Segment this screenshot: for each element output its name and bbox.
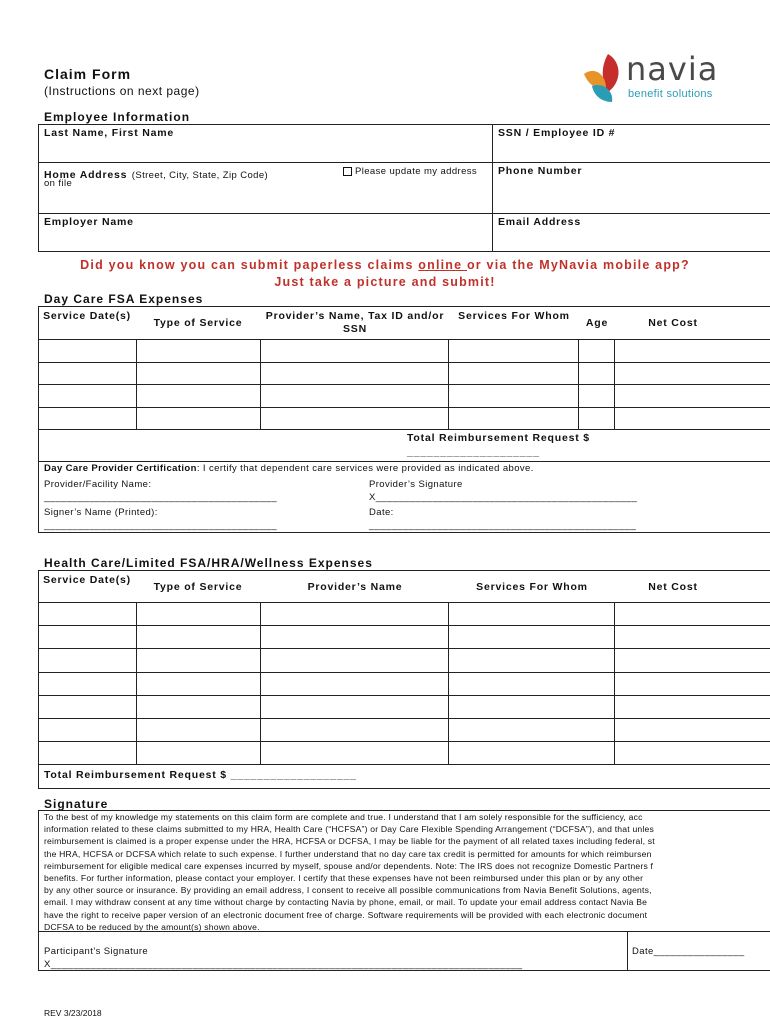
daycare-entry-cell[interactable] [38, 362, 137, 386]
health-entry-cell[interactable] [38, 648, 137, 672]
col-type-of-service: Type of Service [153, 317, 243, 329]
last-first-name-field[interactable]: Last Name, First Name [44, 127, 175, 139]
health-entry-cell[interactable] [136, 625, 261, 649]
health-entry-cell[interactable] [136, 672, 261, 696]
col-age: Age [585, 317, 609, 329]
health-entry-cell[interactable] [136, 695, 261, 719]
provider-signature-field[interactable]: X______________________________________________ [369, 492, 638, 503]
signature-terms-line: reimbursement is claimed is a proper expense under the HRA, HCFSA or DCFSA, I may be liable for the payment of all related taxes including federal, st [44, 836, 655, 847]
health-entry-cell[interactable] [614, 602, 770, 626]
daycare-entry-cell[interactable] [38, 339, 137, 363]
daycare-entry-cell[interactable] [614, 407, 770, 431]
provider-date-field[interactable]: _______________________________________________ [369, 520, 637, 531]
update-address-checkbox[interactable] [343, 167, 352, 176]
navia-logo [582, 52, 732, 106]
signature-terms-line: the HRA, HCFSA or DCFSA which relate to such expense. I further understand that no day care tax credit is permitted for amounts for which reimbursen [44, 848, 652, 859]
health-entry-cell[interactable] [38, 718, 137, 742]
promo-text-a: Did you know you can submit paperless claims [80, 258, 419, 272]
daycare-entry-cell[interactable] [136, 362, 261, 386]
col-net-cost: Net Cost [648, 317, 698, 329]
navia-logo-mark-icon [582, 52, 626, 102]
promo-line-1 [0, 258, 770, 272]
health-entry-cell[interactable] [136, 648, 261, 672]
daycare-entry-cell[interactable] [260, 384, 449, 408]
health-entry-cell[interactable] [136, 741, 261, 765]
daycare-section-title: Day Care FSA Expenses [44, 292, 204, 306]
health-entry-cell[interactable] [260, 625, 449, 649]
health-entry-cell[interactable] [448, 648, 615, 672]
daycare-entry-cell[interactable] [578, 384, 615, 408]
daycare-total-field[interactable]: ____________________ [407, 446, 540, 458]
daycare-entry-cell[interactable] [260, 339, 449, 363]
health-entry-cell[interactable] [614, 648, 770, 672]
signature-terms-line: benefits. For further information, please contact your employer. I certify that these expenses have not been reimbursed under this plan or by any other [44, 873, 644, 884]
health-col-type-of-service: Type of Service [153, 581, 243, 593]
update-address-option[interactable] [343, 166, 477, 177]
home-address-label: Home Address [44, 169, 128, 181]
health-entry-cell[interactable] [260, 718, 449, 742]
daycare-entry-cell[interactable] [448, 339, 579, 363]
daycare-entry-cell[interactable] [614, 339, 770, 363]
health-entry-cell[interactable] [260, 741, 449, 765]
daycare-entry-cell[interactable] [578, 407, 615, 431]
signer-name-field[interactable]: _________________________________________ [44, 520, 278, 531]
daycare-entry-cell[interactable] [260, 362, 449, 386]
daycare-entry-cell[interactable] [136, 339, 261, 363]
health-entry-cell[interactable] [448, 625, 615, 649]
home-address-field[interactable] [44, 165, 268, 183]
health-col-net-cost: Net Cost [648, 581, 698, 593]
health-entry-cell[interactable] [614, 741, 770, 765]
health-col-provider-name: Provider’s Name [307, 581, 403, 593]
daycare-entry-cell[interactable] [136, 384, 261, 408]
health-entry-cell[interactable] [448, 672, 615, 696]
daycare-entry-cell[interactable] [578, 362, 615, 386]
health-entry-cell[interactable] [38, 741, 137, 765]
daycare-entry-cell[interactable] [448, 384, 579, 408]
form-title: Claim Form [44, 66, 132, 82]
phone-field[interactable]: Phone Number [498, 165, 583, 177]
revision-text: REV 3/23/2018 [44, 1008, 102, 1018]
health-entry-cell[interactable] [448, 695, 615, 719]
daycare-entry-cell[interactable] [260, 407, 449, 431]
employee-section-title: Employee Information [44, 110, 191, 124]
home-address-hint: (Street, City, State, Zip Code) [131, 170, 269, 181]
daycare-entry-cell[interactable] [38, 384, 137, 408]
signer-name-label: Signer’s Name (Printed): [44, 507, 158, 518]
cert-heading: Day Care Provider Certification [44, 463, 197, 474]
cert-text: : I certify that dependent care services were provided as indicated above. [196, 463, 534, 474]
signature-terms-line: have the right to receive paper version of an electronic document free of charge. Software requirements will be provided with each electronic document [44, 909, 648, 920]
participant-signature-field[interactable]: X___________________________________________________________________________________ [44, 959, 523, 970]
health-entry-cell[interactable] [614, 695, 770, 719]
health-entry-cell[interactable] [448, 741, 615, 765]
health-col-services-for-whom: Services For Whom [476, 581, 588, 593]
signature-terms-line: DCFSA to be reduced by the amount(s) shown above. [44, 921, 260, 932]
daycare-entry-cell[interactable] [614, 384, 770, 408]
health-entry-cell[interactable] [260, 648, 449, 672]
promo-text-b: or via the MyNavia mobile app? [466, 258, 690, 272]
health-entry-cell[interactable] [260, 672, 449, 696]
employee-info-box [38, 124, 770, 252]
on-file-text: on file [44, 178, 73, 189]
daycare-entry-cell[interactable] [448, 362, 579, 386]
daycare-total-text: Total Reimbursement Request $ [407, 432, 590, 444]
signature-terms-line: by any other source or insurance. By providing an email address, I consent to receive all possible communications from Navia Benefit Solutions, agents, [44, 885, 652, 896]
promo-line-2: Just take a picture and submit! [274, 275, 496, 289]
health-entry-cell[interactable] [38, 672, 137, 696]
signature-terms [44, 811, 770, 933]
logo-word: navia [626, 50, 719, 88]
health-entry-cell[interactable] [38, 625, 137, 649]
health-entry-cell[interactable] [614, 625, 770, 649]
daycare-entry-cell[interactable] [38, 407, 137, 431]
form-subtitle: (Instructions on next page) [44, 84, 200, 98]
provider-signature-label: Provider’s Signature [369, 479, 463, 490]
logo-tagline: benefit solutions [628, 88, 713, 100]
signature-section-title: Signature [44, 797, 109, 811]
daycare-entry-cell[interactable] [136, 407, 261, 431]
signature-terms-line: reimbursement for eligible medical care expenses incurred by myself, spouse and/or dependents. Note: The IRS does not recognize Domestic Partners f [44, 860, 654, 871]
health-entry-cell[interactable] [38, 695, 137, 719]
health-entry-cell[interactable] [136, 718, 261, 742]
health-entry-cell[interactable] [614, 718, 770, 742]
signature-terms-line: information related to these claims submitted to my HRA, Health Care (“HCFSA”) or Day Care Flexible Spending Arrangement (“DCFSA”), and that unles [44, 824, 654, 835]
participant-signature-label: Participant’s Signature [44, 946, 149, 957]
ssn-field[interactable]: SSN / Employee ID # [498, 127, 616, 139]
health-entry-cell[interactable] [260, 602, 449, 626]
employer-field[interactable]: Employer Name [44, 216, 134, 228]
daycare-certification [44, 463, 534, 474]
health-col-service-dates: Service Date(s) [43, 574, 131, 586]
update-address-label: Please update my address [355, 166, 478, 177]
provider-date-label: Date: [369, 507, 394, 518]
health-entry-cell[interactable] [448, 602, 615, 626]
facility-name-field[interactable]: _________________________________________ [44, 492, 278, 503]
health-entry-cell[interactable] [448, 718, 615, 742]
daycare-total-label [407, 432, 590, 444]
email-field[interactable]: Email Address [498, 216, 581, 228]
signature-terms-line: To the best of my knowledge my statements on this claim form are complete and true. I understand that I am solely responsible for the sufficiency, acc [44, 812, 643, 822]
col-service-dates: Service Date(s) [43, 310, 131, 322]
signature-terms-line: email. I may withdraw consent at any time without charge by contacting Navia by phone, email, or mail. To update your email address contact Navia Be [44, 897, 648, 908]
daycare-entry-cell[interactable] [578, 339, 615, 363]
daycare-entry-cell[interactable] [448, 407, 579, 431]
health-section-title: Health Care/Limited FSA/HRA/Wellness Expenses [44, 556, 373, 570]
health-entry-cell[interactable] [136, 602, 261, 626]
health-entry-cell[interactable] [614, 672, 770, 696]
daycare-entry-cell[interactable] [614, 362, 770, 386]
health-entry-cell[interactable] [260, 695, 449, 719]
health-entry-cell[interactable] [38, 602, 137, 626]
facility-name-label: Provider/Facility Name: [44, 479, 152, 490]
health-total-field[interactable]: Total Reimbursement Request $ ___________________ [44, 769, 357, 781]
col-services-for-whom: Services For Whom [458, 310, 570, 322]
col-provider-name: Provider’s Name, Tax ID and/or SSN [265, 310, 445, 335]
online-link[interactable]: online [418, 258, 467, 272]
participant-date-field[interactable]: Date________________ [632, 946, 745, 957]
